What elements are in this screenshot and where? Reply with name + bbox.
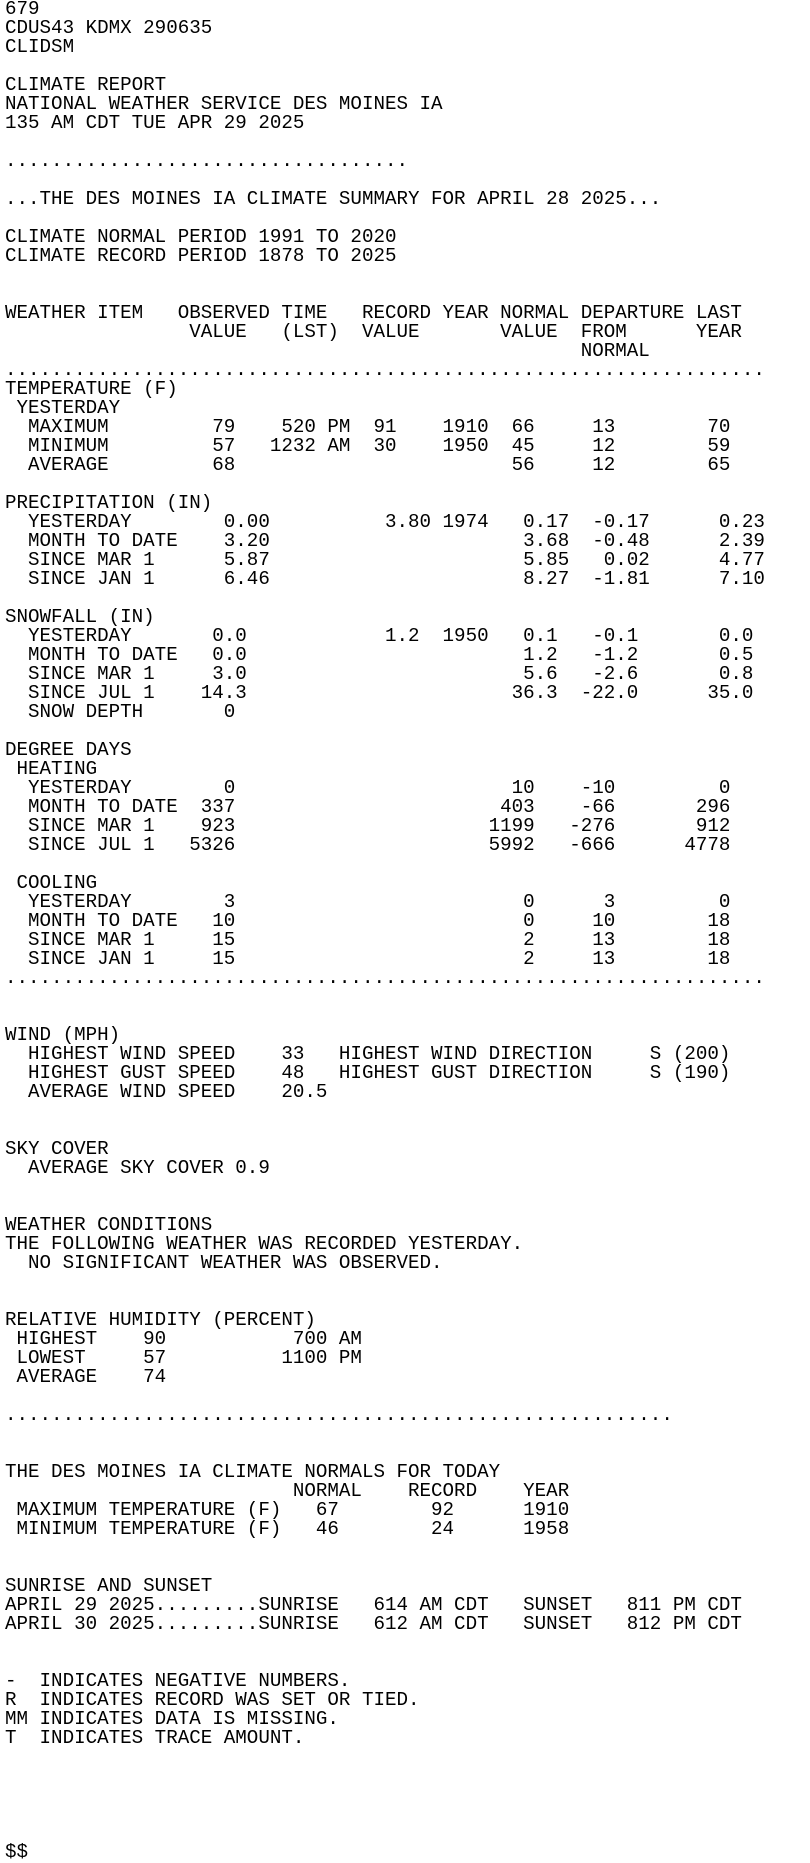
report-line [5, 1102, 810, 1121]
report-line: SKY COVER [5, 1138, 109, 1160]
report-line [5, 855, 810, 874]
report-line: AVERAGE WIND SPEED 20.5 [5, 1081, 328, 1103]
report-line: TEMPERATURE (F) [5, 378, 178, 400]
report-line [5, 1178, 810, 1197]
report-line: SINCE MAR 1 5.87 5.85 0.02 4.77 [5, 549, 765, 571]
report-line: CLIDSM [5, 36, 75, 58]
report-line: 135 AM CDT TUE APR 29 2025 [5, 112, 305, 134]
report-line: SINCE MAR 1 15 2 13 18 [5, 929, 731, 951]
report-line: MAXIMUM TEMPERATURE (F) 67 92 1910 [5, 1499, 570, 1521]
report-line: AVERAGE 74 [5, 1366, 167, 1388]
report-line: NORMAL RECORD YEAR [5, 1480, 570, 1502]
report-line: HIGHEST GUST SPEED 48 HIGHEST GUST DIRECTION S (190) [5, 1062, 731, 1084]
report-line [5, 988, 810, 1007]
report-line: WEATHER ITEM OBSERVED TIME RECORD YEAR NORMAL DEPARTURE LAST [5, 302, 742, 324]
report-line: RELATIVE HUMIDITY (PERCENT) [5, 1309, 316, 1331]
report-line: YESTERDAY 0.0 1.2 1950 0.1 -0.1 0.0 [5, 625, 754, 647]
report-line: MONTH TO DATE 337 403 -66 296 [5, 796, 731, 818]
report-line: YESTERDAY 0 10 -10 0 [5, 777, 731, 799]
report-line: AVERAGE 68 56 12 65 [5, 454, 731, 476]
report-line: YESTERDAY 0.00 3.80 1974 0.17 -0.17 0.23 [5, 511, 765, 533]
report-line: NO SIGNIFICANT WEATHER WAS OBSERVED. [5, 1252, 443, 1274]
report-line: THE DES MOINES IA CLIMATE NORMALS FOR TODAY [5, 1461, 501, 1483]
report-line [5, 1121, 810, 1140]
report-line: MAXIMUM 79 520 PM 91 1910 66 13 70 [5, 416, 731, 438]
report-line: PRECIPITATION (IN) [5, 492, 213, 514]
report-line [5, 1748, 810, 1767]
report-line: ...THE DES MOINES IA CLIMATE SUMMARY FOR APRIL 28 2025... [5, 188, 662, 210]
report-line: MONTH TO DATE 3.20 3.68 -0.48 2.39 [5, 530, 765, 552]
report-line: APRIL 29 2025.........SUNRISE 614 AM CDT SUNSET 811 PM CDT [5, 1594, 742, 1616]
report-line: YESTERDAY [5, 397, 121, 419]
report-line: NORMAL [5, 340, 650, 362]
report-line: CDUS43 KDMX 290635 [5, 17, 213, 39]
report-line: THE FOLLOWING WEATHER WAS RECORDED YESTERDAY. [5, 1233, 524, 1255]
report-line: APRIL 30 2025.........SUNRISE 612 AM CDT SUNSET 812 PM CDT [5, 1613, 742, 1635]
report-line: T INDICATES TRACE AMOUNT. [5, 1727, 305, 1749]
report-line: SINCE JAN 1 15 2 13 18 [5, 948, 731, 970]
report-line [5, 266, 810, 285]
report-line: WIND (MPH) [5, 1024, 121, 1046]
report-line: SINCE JAN 1 6.46 8.27 -1.81 7.10 [5, 568, 765, 590]
report-line: CLIMATE NORMAL PERIOD 1991 TO 2020 [5, 226, 397, 248]
report-line: $$ [5, 1841, 29, 1863]
report-line [5, 1007, 810, 1026]
report-line: MM INDICATES DATA IS MISSING. [5, 1708, 339, 1730]
report-line: MONTH TO DATE 10 0 10 18 [5, 910, 731, 932]
report-line [5, 1805, 810, 1824]
report-line: - INDICATES NEGATIVE NUMBERS. [5, 1670, 351, 1692]
report-line: SINCE MAR 1 923 1199 -276 912 [5, 815, 731, 837]
report-line [5, 1634, 810, 1653]
report-line: HIGHEST 90 700 AM [5, 1328, 362, 1350]
report-line: SINCE JUL 1 5326 5992 -666 4778 [5, 834, 731, 856]
report-line: SUNRISE AND SUNSET [5, 1575, 213, 1597]
report-line: .................................................................. [5, 359, 765, 381]
report-line [5, 1767, 810, 1786]
report-line: MINIMUM 57 1232 AM 30 1950 45 12 59 [5, 435, 731, 457]
report-line: ................................... [5, 150, 409, 172]
report-line: CLIMATE REPORT [5, 74, 167, 96]
report-line [5, 1786, 810, 1805]
report-line: 679 [5, 0, 40, 20]
report-line: NATIONAL WEATHER SERVICE DES MOINES IA [5, 93, 443, 115]
report-line: .......................................................... [5, 1404, 673, 1426]
report-line: LOWEST 57 1100 PM [5, 1347, 362, 1369]
report-line: MONTH TO DATE 0.0 1.2 -1.2 0.5 [5, 644, 754, 666]
report-line [5, 1824, 810, 1843]
report-line: WEATHER CONDITIONS [5, 1214, 213, 1236]
report-line [5, 1273, 810, 1292]
report-line: SINCE MAR 1 3.0 5.6 -2.6 0.8 [5, 663, 754, 685]
report-line: HIGHEST WIND SPEED 33 HIGHEST WIND DIRECTION S (200) [5, 1043, 731, 1065]
report-line: SNOWFALL (IN) [5, 606, 155, 628]
report-line: CLIMATE RECORD PERIOD 1878 TO 2025 [5, 245, 397, 267]
report-line [5, 1425, 810, 1444]
report-line: SINCE JUL 1 14.3 36.3 -22.0 35.0 [5, 682, 754, 704]
report-line: .................................................................. [5, 967, 765, 989]
report-line: AVERAGE SKY COVER 0.9 [5, 1157, 270, 1179]
report-line: DEGREE DAYS [5, 739, 132, 761]
report-line: COOLING [5, 872, 98, 894]
report-line: VALUE (LST) VALUE VALUE FROM YEAR [5, 321, 742, 343]
report-line: R INDICATES RECORD WAS SET OR TIED. [5, 1689, 420, 1711]
report-line: YESTERDAY 3 0 3 0 [5, 891, 731, 913]
report-line: SNOW DEPTH 0 [5, 701, 236, 723]
report-line [5, 1539, 810, 1558]
report-line: HEATING [5, 758, 98, 780]
report-line: MINIMUM TEMPERATURE (F) 46 24 1958 [5, 1518, 570, 1540]
